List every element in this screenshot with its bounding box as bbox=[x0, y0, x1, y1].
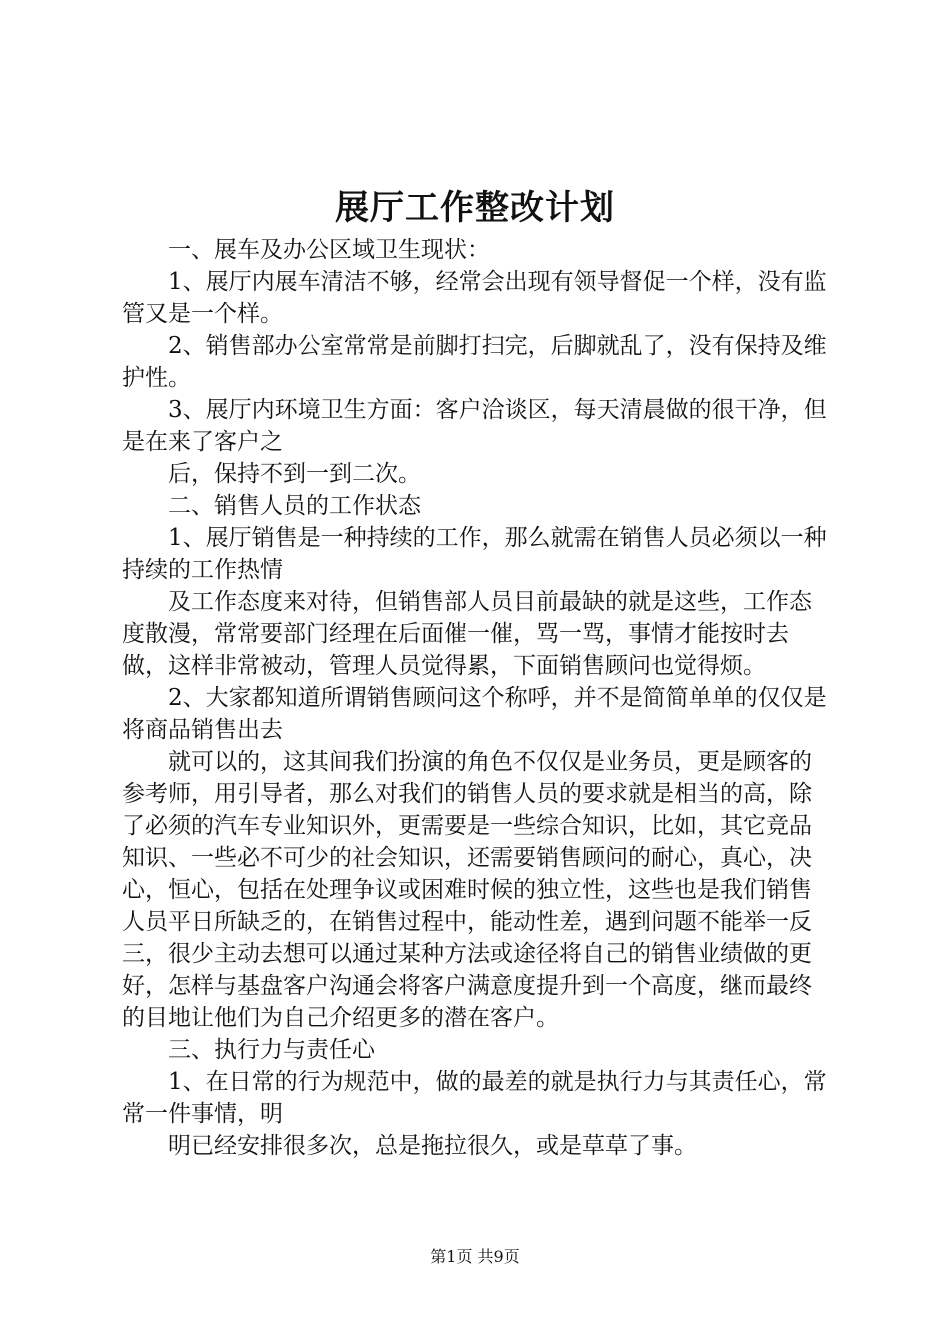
paragraph: 三、执行力与责任心 bbox=[168, 1037, 375, 1063]
page-footer: 第1页 共9页 bbox=[430, 1247, 520, 1266]
paragraph: 二、销售人员的工作状态 bbox=[168, 493, 421, 519]
paragraph: 明已经安排很多次，总是拖拉很久，或是草草了事。 bbox=[168, 1133, 697, 1159]
paragraph: 3、展厅内环境卫生方面：客户洽谈区，每天清晨做的很干净，但是在来了客户之 bbox=[122, 397, 827, 455]
paragraph: 及工作态度来对待，但销售部人员目前最缺的就是这些，工作态度散漫，常常要部门经理在后面催一催，骂一骂，事情才能按时去做，这样非常被动，管理人员觉得累，下面销售顾问也觉得烦。 bbox=[122, 589, 812, 679]
paragraph: 2、大家都知道所谓销售顾问这个称呼，并不是简简单单的仅仅是将商品销售出去 bbox=[122, 685, 827, 743]
paragraph: 2、销售部办公室常常是前脚打扫完，后脚就乱了，没有保持及维护性。 bbox=[122, 333, 827, 391]
document-body bbox=[122, 234, 834, 1162]
paragraph: 1、展厅销售是一种持续的工作，那么就需在销售人员必须以一种持续的工作热情 bbox=[122, 525, 827, 583]
document-title: 展厅工作整改计划 bbox=[335, 188, 615, 228]
paragraph: 就可以的，这其间我们扮演的角色不仅仅是业务员，更是顾客的参考师，用引导者，那么对我们的销售人员的要求就是相当的高，除了必须的汽车专业知识外，更需要是一些综合知识，比如，其它竞品知识、一些必不可少的社会知识，还需要销售顾问的耐心，真心，决心，恒心，包括在处理争议或困难时候的独立性，这些也是我们销售人员平日所缺乏的，在销售过程中，能动性差，遇到问题不能举一反三，很少主动去想可以通过某种方法或途径将自己的销售业绩做的更好，怎样与基盘客户沟通会将客户满意度提升到一个高度，继而最终的目地让他们为自己介绍更多的潜在客户。 bbox=[122, 749, 812, 1031]
paragraph: 1、在日常的行为规范中，做的最差的就是执行力与其责任心，常常一件事情，明 bbox=[122, 1069, 827, 1127]
paragraph: 后，保持不到一到二次。 bbox=[168, 461, 421, 487]
paragraph: 1、展厅内展车清洁不够，经常会出现有领导督促一个样，没有监管又是一个样。 bbox=[122, 269, 827, 327]
paragraph: 一、展车及办公区域卫生现状： bbox=[168, 237, 490, 263]
